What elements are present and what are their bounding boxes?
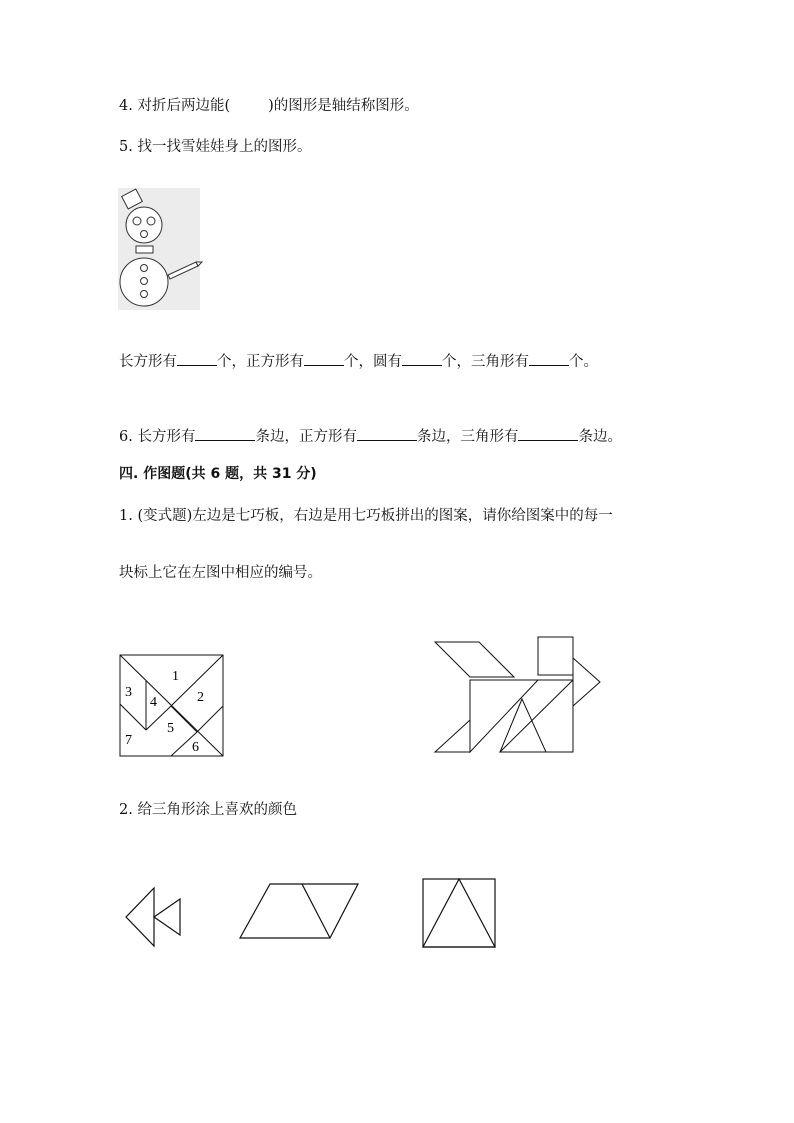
- blank-rect-edges[interactable]: [195, 426, 255, 441]
- section-4-heading: 四. 作图题(共 6 题，共 31 分): [119, 466, 317, 482]
- question-6-suffix: 条边。: [578, 429, 622, 445]
- tangram-edge-6: [197, 706, 223, 732]
- question-4: [119, 96, 419, 116]
- triangle-right: [154, 899, 180, 935]
- snowman-nose-circle: [141, 231, 148, 238]
- question-6: [119, 426, 622, 447]
- inner-triangle: [423, 879, 495, 947]
- triangle-left: [126, 888, 154, 946]
- tangram-animal-large-triangle-back: [500, 680, 573, 752]
- shape-count-line: [119, 351, 598, 372]
- square-with-triangle-shape: [421, 877, 497, 949]
- tangram-animal-small-triangle-head: [573, 658, 600, 706]
- tangram-label-6: 6: [192, 740, 199, 755]
- tangram-label-1: 1: [172, 669, 179, 684]
- tangram-animal-square: [538, 637, 573, 675]
- double-triangle-shape: [124, 886, 184, 948]
- tangram-edge-5a: [171, 706, 197, 732]
- tangram-animal-leg-triangle: [435, 720, 470, 752]
- snowman-eye-left: [133, 217, 141, 225]
- parallelogram-outline: [240, 884, 358, 938]
- question-6-mid2: 条边，三角形有: [416, 429, 519, 445]
- snowman-button-3: [141, 291, 148, 298]
- count-line-end: 个。: [569, 354, 598, 370]
- snowman-button-1: [141, 265, 148, 272]
- tangram-label-7: 7: [125, 733, 132, 748]
- tangram-animal-mid-triangle: [500, 699, 546, 752]
- tangram-animal-figure: [432, 634, 604, 756]
- question-5: 5. 找一找雪娃娃身上的图形。: [119, 139, 312, 155]
- blank-triangle-count[interactable]: [529, 351, 569, 366]
- blank-square-edges[interactable]: [357, 426, 417, 441]
- problem-1-line-2: 块标上它在左图中相应的编号。: [119, 565, 322, 581]
- snowman-eye-right: [147, 217, 155, 225]
- square-outline: [423, 879, 495, 947]
- tangram-edge-4b: [120, 704, 146, 730]
- question-4-suffix: )的图形是轴结称图形。: [268, 98, 419, 114]
- tangram-label-2: 2: [197, 690, 204, 705]
- snowman-neck-rectangle: [136, 246, 153, 253]
- tangram-label-3: 3: [125, 685, 132, 700]
- count-triangle-label: 个，三角形有: [442, 354, 529, 370]
- tangram-animal-parallelogram: [435, 642, 514, 677]
- snowman-figure: [118, 188, 202, 312]
- tangram-label-5: 5: [167, 721, 174, 736]
- blank-square-count[interactable]: [304, 351, 344, 366]
- count-square-label: 个，正方形有: [217, 354, 304, 370]
- parallelogram-shape: [238, 882, 360, 940]
- question-6-prefix: 6. 长方形有: [119, 429, 196, 445]
- parallelogram-divider: [302, 884, 330, 938]
- blank-triangle-edges[interactable]: [518, 426, 578, 441]
- blank-rect-count[interactable]: [177, 351, 217, 366]
- question-6-mid1: 条边，正方形有: [255, 429, 357, 445]
- tangram-label-4: 4: [150, 695, 157, 710]
- count-rect-label: 长方形有: [119, 354, 177, 370]
- count-circle-label: 个，圆有: [344, 354, 402, 370]
- blank-circle-count[interactable]: [402, 351, 442, 366]
- problem-1-line-1: 1. (变式题)左边是七巧板，右边是用七巧板拼出的图案，请你给图案中的每一: [119, 508, 613, 524]
- problem-2-text: 2. 给三角形涂上喜欢的颜色: [119, 802, 297, 818]
- question-4-prefix: 4. 对折后两边能(: [119, 98, 231, 114]
- tangram-square: [119, 654, 224, 757]
- snowman-button-2: [141, 278, 148, 285]
